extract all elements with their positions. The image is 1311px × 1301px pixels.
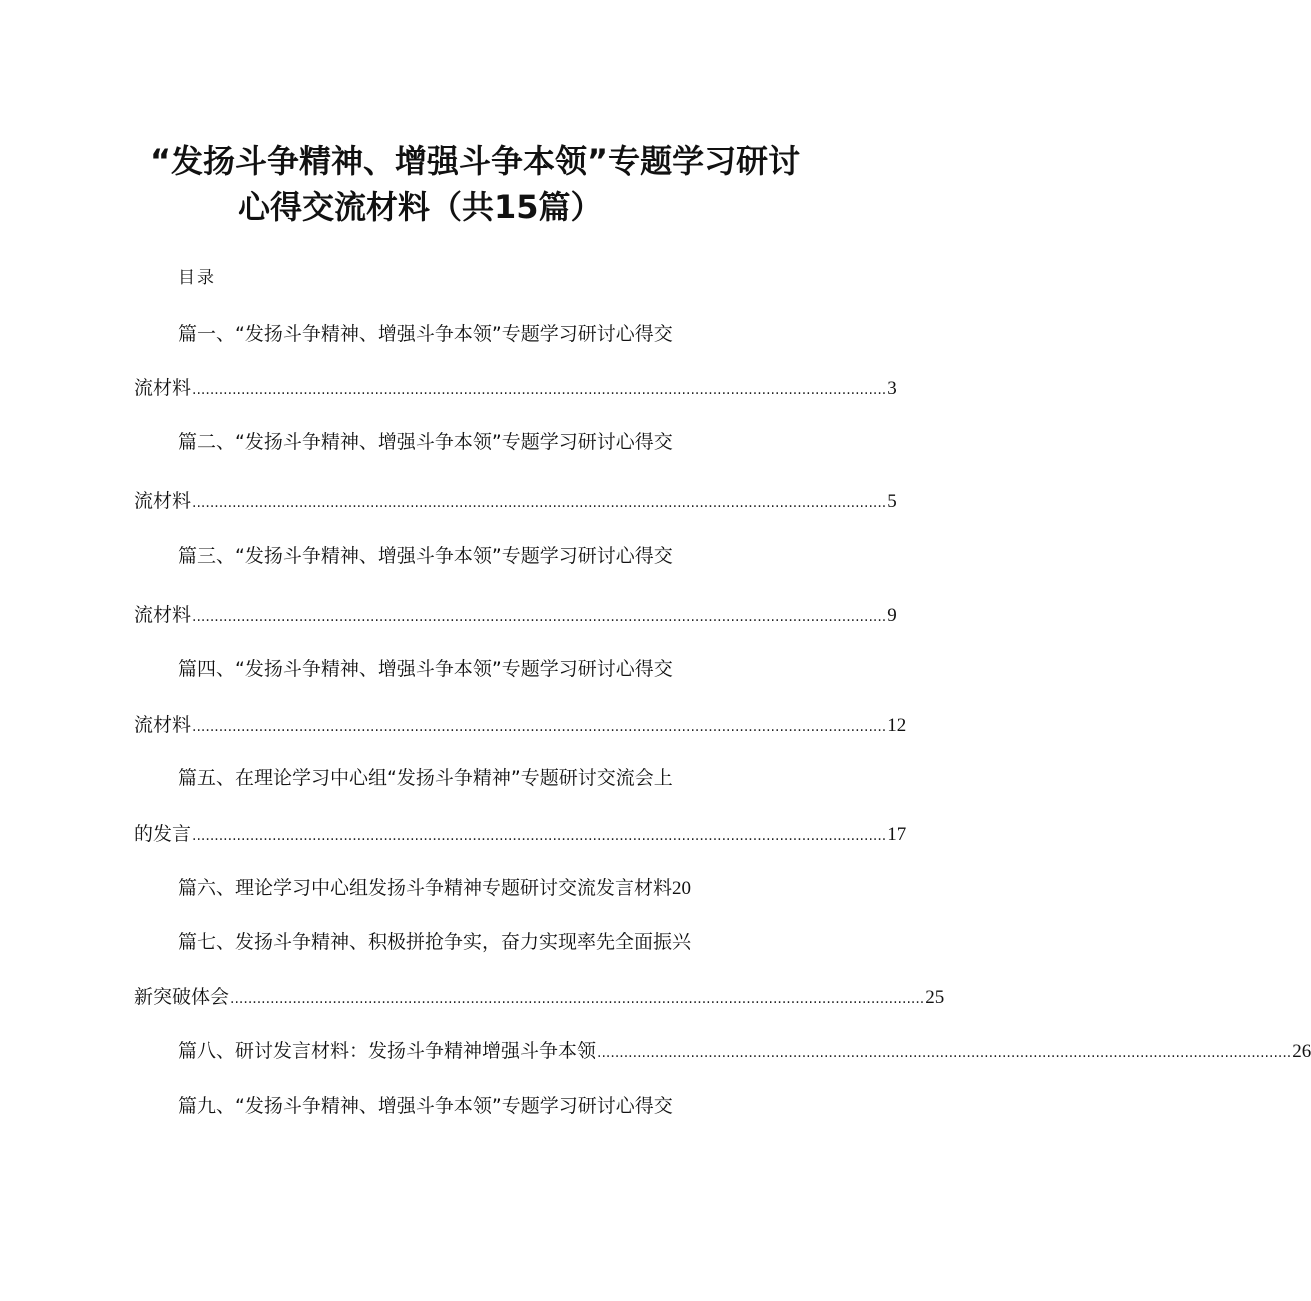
toc-entry-1-page: 3 — [887, 378, 897, 399]
toc-entry-5-title-end: 的发言 — [134, 823, 192, 845]
toc-entry-1-continuation[interactable] — [134, 376, 897, 402]
toc-entry-5-page: 17 — [887, 824, 907, 845]
toc-leader-dots: ............................................................................................................................................................ — [597, 1045, 1292, 1061]
toc-leader-dots: ............................................................................................................................................................ — [230, 991, 925, 1007]
toc-entry-5-title[interactable]: 篇五、在理论学习中心组“发扬斗争精神”专题研讨交流会上 — [178, 767, 673, 789]
document-title-line-2: 心得交流材料（共15篇） — [238, 188, 603, 226]
toc-entry-2-title[interactable]: 篇二、“发扬斗争精神、增强斗争本领”专题学习研讨心得交 — [178, 431, 673, 453]
toc-leader-dots: ............................................................................................................................................................ — [192, 719, 887, 735]
document-title-line-1: “发扬斗争精神、增强斗争本领”专题学习研讨 — [150, 142, 801, 180]
toc-leader-dots: ............................................................................................................................................................ — [192, 382, 887, 398]
toc-entry-9-title[interactable]: 篇九、“发扬斗争精神、增强斗争本领”专题学习研讨心得交 — [178, 1095, 673, 1117]
toc-entry-3-page: 9 — [887, 605, 897, 626]
toc-heading: 目录 — [178, 268, 216, 288]
toc-entry-7-page: 25 — [925, 987, 945, 1008]
toc-entry-8-title: 篇八、研讨发言材料：发扬斗争精神增强斗争本领 — [178, 1040, 597, 1062]
toc-entry-4-page: 12 — [887, 715, 907, 736]
toc-entry-5-continuation[interactable] — [134, 822, 907, 848]
toc-entry-2-continuation[interactable] — [134, 489, 897, 515]
toc-entry-6[interactable] — [178, 876, 691, 901]
toc-entry-3-title[interactable]: 篇三、“发扬斗争精神、增强斗争本领”专题学习研讨心得交 — [178, 545, 673, 567]
toc-leader-dots: ............................................................................................................................................................ — [192, 609, 887, 625]
toc-entry-7-continuation[interactable] — [134, 985, 945, 1011]
toc-entry-4-title[interactable]: 篇四、“发扬斗争精神、增强斗争本领”专题学习研讨心得交 — [178, 658, 673, 680]
toc-entry-4-continuation[interactable] — [134, 713, 907, 739]
toc-entry-1-title-end: 流材料 — [134, 377, 192, 399]
toc-entry-6-title: 篇六、理论学习中心组发扬斗争精神专题研讨交流发言材料 — [178, 877, 673, 899]
toc-entry-3-continuation[interactable] — [134, 603, 897, 629]
toc-entry-8-page: 26 — [1292, 1041, 1311, 1062]
toc-entry-8[interactable] — [178, 1039, 1311, 1065]
toc-entry-2-page: 5 — [887, 491, 897, 512]
toc-entry-2-title-end: 流材料 — [134, 490, 192, 512]
toc-entry-7-title[interactable]: 篇七、发扬斗争精神、积极拼抢争实，奋力实现率先全面振兴 — [178, 931, 692, 953]
toc-entry-4-title-end: 流材料 — [134, 714, 192, 736]
toc-entry-1-title[interactable]: 篇一、“发扬斗争精神、增强斗争本领”专题学习研讨心得交 — [178, 323, 673, 345]
toc-leader-dots: ............................................................................................................................................................ — [192, 495, 887, 511]
toc-entry-3-title-end: 流材料 — [134, 604, 192, 626]
toc-leader-dots: ............................................................................................................................................................ — [192, 828, 887, 844]
toc-entry-7-title-end: 新突破体会 — [134, 986, 230, 1008]
toc-entry-6-page: 20 — [672, 878, 692, 899]
